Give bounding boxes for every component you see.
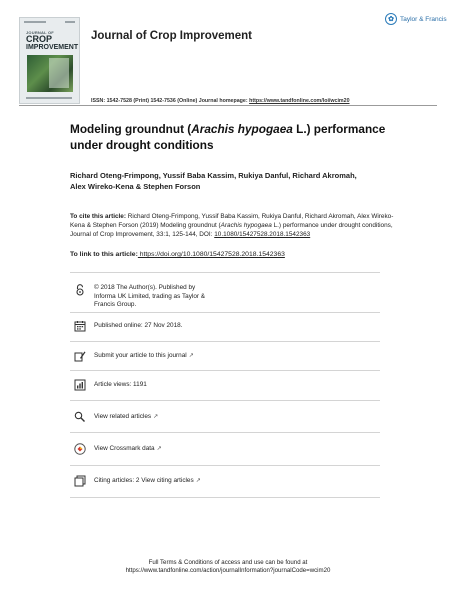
- cite-species: Arachis hypogaea: [220, 222, 272, 229]
- article-title: [70, 121, 390, 153]
- related-articles-icon: [74, 411, 86, 423]
- cover-bar: [24, 21, 46, 23]
- divider: [70, 312, 380, 313]
- views-text: Article views: 1191: [94, 381, 147, 388]
- related-link[interactable]: [94, 411, 274, 422]
- footer-line: Full Terms & Conditions of access and use can be found at: [148, 559, 308, 566]
- crossmark-link[interactable]: [94, 443, 274, 454]
- citation-block: [70, 212, 400, 239]
- submit-pen-icon: [74, 350, 86, 362]
- license-text: © 2018 The Author(s). Published by Informa UK Limited, trading as Taylor & Francis Group.: [94, 284, 206, 308]
- title-species: Arachis hypogaea: [191, 122, 293, 136]
- external-link-icon: ↗: [195, 478, 201, 484]
- divider: [70, 432, 380, 433]
- submit-row[interactable]: [74, 350, 274, 362]
- views-row: [74, 379, 214, 391]
- issn-text: ISSN: 1542-7528 (Print) 1542-7536 (Online) Journal homepage:: [91, 98, 250, 104]
- cover-crop: CROP: [26, 34, 53, 44]
- citing-articles-icon: [74, 475, 86, 487]
- license-row: [74, 284, 214, 310]
- citing-label: Citing articles: 2 View citing articles: [94, 477, 194, 484]
- divider: [70, 370, 380, 371]
- divider: [70, 400, 380, 401]
- external-link-icon: ↗: [188, 353, 194, 359]
- header-divider: [19, 105, 437, 106]
- article-link-line: [70, 251, 285, 258]
- related-label: View related articles: [94, 413, 152, 420]
- publisher-logo-text: Taylor & Francis: [400, 15, 447, 23]
- journal-homepage-link[interactable]: https://www.tandfonline.com/loi/wcim20: [249, 98, 350, 104]
- published-text: Published online: 27 Nov 2018.: [94, 322, 183, 329]
- tf-circle-icon: ✿: [385, 13, 397, 25]
- cite-label: To cite this article:: [70, 213, 126, 220]
- journal-cover-image[interactable]: [19, 17, 80, 104]
- bar-chart-icon: [74, 379, 86, 391]
- calendar-icon: [74, 320, 86, 332]
- divider: [70, 272, 380, 273]
- published-row: [74, 320, 214, 332]
- publisher-logo[interactable]: [385, 13, 447, 25]
- terms-footer: [0, 559, 456, 575]
- external-link-icon: ↗: [156, 446, 162, 452]
- crossmark-icon: [74, 443, 86, 455]
- crossmark-row[interactable]: [74, 443, 274, 455]
- footer-link[interactable]: https://www.tandfonline.com/action/journalInformation?journalCode=wcim20: [125, 567, 331, 574]
- cite-doi-link[interactable]: 10.1080/15427528.2018.1542363: [214, 231, 311, 238]
- title-part: L.) performance under drought conditions: [70, 122, 386, 152]
- related-row[interactable]: [74, 411, 274, 423]
- article-authors: Richard Oteng-Frimpong, Yussif Baba Kassim, Rukiya Danful, Richard Akromah, Alex Wireko-Kena & Stephen Forson: [70, 171, 357, 191]
- external-link-icon: ↗: [153, 414, 159, 420]
- article-doi-link[interactable]: https://doi.org/10.1080/15427528.2018.1542363: [137, 251, 285, 258]
- divider: [70, 341, 380, 342]
- divider: [70, 465, 380, 466]
- cover-bar: [65, 21, 75, 23]
- journal-title[interactable]: Journal of Crop Improvement: [91, 30, 253, 42]
- open-access-lock-icon: [74, 284, 86, 296]
- cover-bar: [26, 97, 72, 99]
- cover-photo-overlay: [49, 58, 69, 88]
- cite-text: L.) performance under drought conditions, Journal of Crop Improvement, 33:1, 125-144, DOI:: [70, 222, 393, 238]
- submit-link[interactable]: [94, 350, 274, 361]
- crossmark-label: View Crossmark data: [94, 445, 155, 452]
- submit-label: Submit your article to this journal: [94, 352, 187, 359]
- title-part: Modeling groundnut (: [70, 122, 192, 136]
- divider: [70, 497, 380, 498]
- citing-link[interactable]: [94, 475, 294, 486]
- link-label: To link to this article:: [70, 251, 138, 258]
- cover-improvement: IMPROVEMENT: [26, 44, 79, 51]
- cover-journal-small: JOURNAL OF: [26, 30, 54, 35]
- issn-line: [91, 98, 350, 104]
- citing-row[interactable]: [74, 475, 294, 487]
- cite-text: Richard Oteng-Frimpong, Yussif Baba Kassim, Rukiya Danful, Richard Akromah, Alex Wireko-Kena & Stephen Forson (2019) Modeling groundnut (: [70, 213, 394, 229]
